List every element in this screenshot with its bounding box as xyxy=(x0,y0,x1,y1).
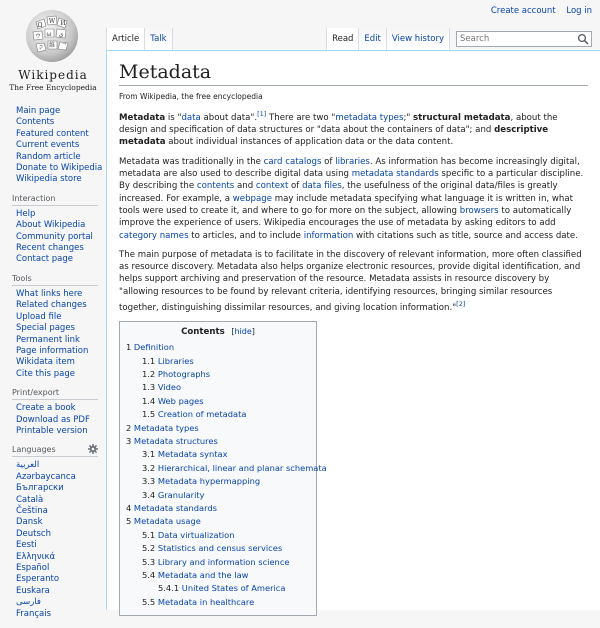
sidebar-item-nav-5 xyxy=(16,163,106,174)
sidebar-item-print-2 xyxy=(16,426,106,437)
sidebar-languages xyxy=(0,445,106,620)
sidebar-item-nav-2 xyxy=(16,129,106,140)
sidebar-item-nav-3 xyxy=(16,140,106,151)
text-span: specific to a particular discipline. By describing the xyxy=(119,169,584,192)
toc-text: Hierarchical, linear and planar schemata xyxy=(157,462,327,473)
toc-text: Metadata syntax xyxy=(157,449,228,460)
sidebar-item-lang-13 xyxy=(16,609,106,620)
toc-number: 3.3 xyxy=(142,476,156,487)
toc-item[interactable] xyxy=(126,596,310,609)
text-span: The main purpose of metadata is to facilitate in the discovery of relevant information, more often classified as resource discovery. Metadata also helps organize electronic resources, provide digital identification, and helps support archiving and preservation of the resource. Metadata assists in resource discovery by "allowing resources to be found by relevant criteria, identifying resources, bringing similar resources together, distinguishing dissimilar resources, and giving location information." xyxy=(119,249,582,313)
sidebar-item-lang-3 xyxy=(16,495,106,506)
text-span: , about the design and specification of data structures or "data about the containers of data"; and xyxy=(119,112,558,136)
sidebar-item-tools-5 xyxy=(16,346,106,357)
link-webpage[interactable]: webpage xyxy=(232,193,272,204)
reference-1[interactable]: [1] xyxy=(257,110,267,118)
text-span: Metadata was traditionally in the xyxy=(119,156,264,167)
sidebar-item-lang-9 xyxy=(16,563,106,574)
sidebar-link-recent-changes[interactable]: Recent changes xyxy=(16,243,84,254)
sidebar-link-community-portal[interactable]: Community portal xyxy=(16,231,93,242)
link-category-names[interactable]: category names xyxy=(119,230,189,241)
sidebar-link-esperanto-10[interactable]: Esperanto xyxy=(16,574,60,585)
sidebar-link-item-0[interactable]: العربية xyxy=(16,460,40,471)
sidebar-heading-interaction: Interaction xyxy=(12,194,98,206)
toc-link-creation-of-metadata[interactable] xyxy=(142,409,246,419)
sidebar-item-interaction-2 xyxy=(16,232,106,243)
sidebar-link-contact-page[interactable]: Contact page xyxy=(16,254,74,265)
page-title: Metadata xyxy=(119,61,588,86)
toc-number: 1.2 xyxy=(142,368,156,379)
toc-text: Web pages xyxy=(157,395,204,406)
sidebar-item-lang-10 xyxy=(16,574,106,585)
toc-link-data-virtualization[interactable] xyxy=(142,530,234,540)
sidebar-item-tools-6 xyxy=(16,357,106,368)
sidebar-item-lang-5 xyxy=(16,517,106,528)
search-input[interactable] xyxy=(457,32,575,46)
sidebar-link-item-12[interactable]: فارسی xyxy=(16,597,41,608)
toc-text: Libraries xyxy=(157,355,194,366)
link-information[interactable]: information xyxy=(303,230,354,241)
link-context[interactable]: context xyxy=(255,181,289,192)
sidebar-item-interaction-4 xyxy=(16,254,106,265)
toc-item[interactable] xyxy=(126,515,310,528)
toc-link-hierarchical-linear-and-planar-schemata[interactable] xyxy=(142,463,327,473)
toc-number: 5.4.1 xyxy=(158,583,180,594)
toc-item[interactable] xyxy=(126,462,327,475)
text-span: about data". xyxy=(200,112,258,123)
toc-text: United States of America xyxy=(181,583,286,594)
link-metadata-types[interactable]: metadata types xyxy=(335,112,404,123)
text-span: with citations such as title, source and access date. xyxy=(353,230,578,241)
toc-number: 1.1 xyxy=(142,355,156,366)
sidebar-item-lang-12 xyxy=(16,597,106,608)
svg-text:И: И xyxy=(60,20,66,27)
text-span: to articles, and to include xyxy=(188,230,304,241)
sidebar-link-deutsch-6[interactable]: Deutsch xyxy=(16,528,51,539)
sidebar-interaction xyxy=(0,194,106,266)
toc-item[interactable] xyxy=(126,368,310,381)
sidebar-link-special-pages[interactable]: Special pages xyxy=(16,323,75,334)
svg-text:ي: ي xyxy=(58,31,64,38)
text-span: There are two " xyxy=(266,112,336,123)
toc-number: 5.5 xyxy=(142,596,156,607)
sidebar-link-dansk-5[interactable]: Dansk xyxy=(16,517,43,528)
toc-item[interactable] xyxy=(126,422,310,435)
sidebar-link-upload-file[interactable]: Upload file xyxy=(16,311,62,322)
text-span: is " xyxy=(165,112,182,123)
table-of-contents xyxy=(119,321,327,616)
sidebar-link-item-8[interactable]: Ελληνικά xyxy=(16,551,56,562)
link-data[interactable]: data xyxy=(181,112,201,123)
toc-text: Metadata standards xyxy=(133,503,217,514)
sidebar xyxy=(0,106,106,628)
sidebar-link-contents[interactable]: Contents xyxy=(16,117,55,128)
text-span: . As information has become increasingly digital, metadata are also used to describe digital data using xyxy=(119,156,580,180)
text-span: ;" xyxy=(403,112,414,123)
toc-link-libraries[interactable] xyxy=(142,356,194,366)
sidebar-link-eesti-7[interactable]: Eesti xyxy=(16,540,37,551)
toc-item[interactable] xyxy=(126,489,310,502)
toc-heading: Contents xyxy=(181,327,225,338)
toc-item[interactable] xyxy=(126,569,310,582)
sidebar-item-print-0 xyxy=(16,403,106,414)
text-span: about individual instances of application data or the data content. xyxy=(165,137,454,148)
bold-text: Metadata xyxy=(119,112,166,123)
toc-item[interactable] xyxy=(126,502,310,515)
toc-text: Metadata usage xyxy=(133,516,201,527)
toc-hide-link[interactable]: hide xyxy=(234,327,252,337)
sidebar-link-wikipedia-store[interactable]: Wikipedia store xyxy=(16,174,82,185)
toc-number: 1.4 xyxy=(142,395,156,406)
sidebar-heading-languages xyxy=(12,445,98,457)
text-span: and xyxy=(234,181,256,192)
toc-link-granularity[interactable] xyxy=(142,490,205,500)
toc-item[interactable] xyxy=(126,355,310,368)
content-area xyxy=(106,50,600,610)
toc-text: Photographs xyxy=(157,368,211,379)
sidebar-item-print-1 xyxy=(16,415,106,426)
sidebar-item-tools-3 xyxy=(16,323,106,334)
toc-number: 1.3 xyxy=(142,382,156,393)
svg-text:ウ: ウ xyxy=(34,33,42,40)
toc-item[interactable] xyxy=(126,542,310,555)
toc-text: Creation of metadata xyxy=(157,409,247,420)
svg-text:W: W xyxy=(48,18,56,25)
bold-text: structural metadata xyxy=(413,112,511,123)
toc-link-web-pages[interactable] xyxy=(142,396,204,406)
toc-item[interactable] xyxy=(126,408,310,421)
text-span: to automatically improve the experience of users. Wikipedia encourages the use of metadata by asking editors to add xyxy=(119,205,572,229)
sidebar-item-interaction-3 xyxy=(16,243,106,254)
sidebar-item-tools-1 xyxy=(16,300,106,311)
toc-link-metadata-and-the-law[interactable] xyxy=(142,570,248,580)
wikipedia-logo[interactable] xyxy=(0,0,106,104)
wikipedia-wordmark: Wikipedia xyxy=(18,68,88,82)
sidebar-link-e-tina-4[interactable]: Čeština xyxy=(16,505,48,516)
sidebar-item-lang-8 xyxy=(16,552,106,563)
toc-number: 3 xyxy=(126,436,132,447)
sidebar-item-lang-11 xyxy=(16,586,106,597)
sidebar-item-interaction-0 xyxy=(16,209,106,220)
sidebar-link-download-as-pdf[interactable]: Download as PDF xyxy=(16,414,90,425)
toc-number: 1 xyxy=(126,342,132,353)
toc-link-library-and-information-science[interactable] xyxy=(142,557,289,567)
toc-link-metadata-structures[interactable] xyxy=(126,436,218,446)
toc-link-metadata-standards[interactable] xyxy=(126,503,217,513)
sidebar-item-lang-2 xyxy=(16,483,106,494)
toc-text: Metadata types xyxy=(133,422,199,433)
toc-link-metadata-hypermapping[interactable] xyxy=(142,476,260,486)
sidebar-heading-print: Print/export xyxy=(12,388,98,400)
text-span: may include metadata specifying what language it is written in, what tools were used to create it, and where to go for more on the subject, allowing xyxy=(119,193,573,216)
toc-link-metadata-syntax[interactable] xyxy=(142,449,228,459)
view-tabs xyxy=(326,28,592,50)
toc-item[interactable] xyxy=(126,529,310,542)
sidebar-link-about-wikipedia[interactable]: About Wikipedia xyxy=(16,220,86,231)
sidebar-item-interaction-1 xyxy=(16,220,106,231)
toc-hide-toggle[interactable]: [hide] xyxy=(231,327,255,337)
toc-text: Statistics and census services xyxy=(157,543,283,554)
sidebar-link-page-information[interactable]: Page information xyxy=(16,345,89,356)
sidebar-link-item-2[interactable]: Български xyxy=(16,483,64,494)
svg-text:ω: ω xyxy=(46,31,52,38)
site-subtitle: From Wikipedia, the free encyclopedia xyxy=(119,92,263,101)
sidebar-item-lang-0 xyxy=(16,460,106,471)
toc-item[interactable] xyxy=(126,582,310,595)
toc-item[interactable] xyxy=(126,381,310,394)
toc-number: 5.3 xyxy=(142,556,156,567)
link-browsers[interactable]: browsers xyxy=(459,205,499,216)
sidebar-heading-tools: Tools xyxy=(12,274,98,286)
sidebar-navigation xyxy=(0,106,106,186)
sidebar-link-main-page[interactable]: Main page xyxy=(16,106,61,116)
link-card-catalogs[interactable]: card catalogs xyxy=(263,156,322,167)
toc-text: Granularity xyxy=(157,489,205,500)
sidebar-link-catal-3[interactable]: Català xyxy=(16,494,44,505)
login-link[interactable]: Log in xyxy=(566,6,592,16)
sidebar-link-cite-this-page[interactable]: Cite this page xyxy=(16,368,76,379)
sidebar-link-euskara-11[interactable]: Euskara xyxy=(16,585,50,596)
sidebar-link-random-article[interactable]: Random article xyxy=(16,151,81,162)
gear-icon[interactable] xyxy=(88,444,98,454)
create-account-link[interactable]: Create account xyxy=(490,6,556,16)
sidebar-link-related-changes[interactable]: Related changes xyxy=(16,300,87,311)
search-box xyxy=(456,31,592,47)
sidebar-item-tools-7 xyxy=(16,369,106,380)
text-span: of xyxy=(321,156,336,167)
link-data-files[interactable]: data files xyxy=(302,181,342,192)
toc-list xyxy=(126,341,327,609)
toc-number: 5.1 xyxy=(142,529,156,540)
bold-text: descriptive metadata xyxy=(119,125,549,148)
toc-link-definition[interactable] xyxy=(126,342,174,352)
toc-link-metadata-in-healthcare[interactable] xyxy=(142,597,254,607)
wikipedia-tagline: The Free Encyclopedia xyxy=(9,83,97,92)
sidebar-tools xyxy=(0,274,106,380)
toc-number: 5.2 xyxy=(142,543,156,554)
sidebar-link-wikidata-item[interactable]: Wikidata item xyxy=(16,357,75,368)
toc-number: 3.1 xyxy=(142,449,156,460)
toc-item[interactable] xyxy=(126,556,310,569)
toc-text: Metadata hypermapping xyxy=(157,476,261,487)
toc-number: 5 xyxy=(126,516,132,527)
reference-2[interactable]: [2] xyxy=(456,300,466,309)
sidebar-item-nav-0 xyxy=(16,106,106,117)
toc-link-photographs[interactable] xyxy=(142,369,210,379)
sidebar-link-printable-version[interactable]: Printable version xyxy=(16,425,88,436)
sidebar-item-tools-0 xyxy=(16,289,106,300)
tab-article[interactable]: Article xyxy=(106,28,145,50)
toc-title xyxy=(126,326,310,337)
toc-link-united-states-of-america[interactable] xyxy=(158,583,285,593)
wikipedia-globe-icon xyxy=(24,8,80,64)
sidebar-item-lang-1 xyxy=(16,472,106,483)
sidebar-item-tools-4 xyxy=(16,335,106,346)
sidebar-item-nav-4 xyxy=(16,152,106,163)
toc-number: 1.5 xyxy=(142,409,156,420)
link-libraries[interactable]: libraries xyxy=(335,156,370,167)
search-icon[interactable] xyxy=(577,33,589,45)
toc-number: 3.2 xyxy=(142,462,156,473)
tab-talk[interactable]: Talk xyxy=(145,28,172,50)
toc-link-statistics-and-census-services[interactable] xyxy=(142,543,282,553)
text-span: , the usefulness of the original data/files is greatly increased. For example, a xyxy=(119,181,558,204)
languages-heading-label: Languages xyxy=(12,445,56,455)
toc-link-metadata-usage[interactable] xyxy=(126,516,201,526)
toc-text: Video xyxy=(157,382,182,393)
sidebar-item-lang-7 xyxy=(16,540,106,551)
toc-number: 5.4 xyxy=(142,570,156,581)
toc-item[interactable] xyxy=(126,395,310,408)
sidebar-link-fran-ais-13[interactable]: Français xyxy=(16,608,52,619)
toc-text: Definition xyxy=(133,342,175,353)
sidebar-link-what-links-here[interactable]: What links here xyxy=(16,288,83,299)
tab-edit[interactable]: Edit xyxy=(359,28,386,50)
toc-item[interactable] xyxy=(126,448,310,461)
toc-text: Metadata and the law xyxy=(157,570,249,581)
toc-text: Metadata structures xyxy=(133,436,218,447)
svg-text:Ω: Ω xyxy=(37,22,43,29)
namespace-tabs xyxy=(106,28,173,50)
tab-read[interactable]: Read xyxy=(326,28,359,50)
toc-number: 3.4 xyxy=(142,489,156,500)
toc-number: 2 xyxy=(126,422,132,433)
link-contents[interactable]: contents xyxy=(196,181,235,192)
svg-text:維: 維 xyxy=(48,42,56,49)
link-metadata-standards[interactable]: metadata standards xyxy=(351,169,439,180)
sidebar-link-permanent-link[interactable]: Permanent link xyxy=(16,334,80,345)
text-span: of xyxy=(288,181,303,192)
toc-item[interactable] xyxy=(126,341,310,354)
personal-tools xyxy=(483,6,592,16)
svg-text:ק: ק xyxy=(39,44,43,51)
toc-text: Data virtualization xyxy=(157,529,235,540)
sidebar-item-nav-6 xyxy=(16,174,106,185)
sidebar-link-az-rbaycanca-1[interactable]: Azərbaycanca xyxy=(16,471,76,482)
sidebar-item-tools-2 xyxy=(16,312,106,323)
paragraph-2 xyxy=(119,156,587,242)
sidebar-print xyxy=(0,388,106,437)
paragraph-3 xyxy=(119,249,587,314)
sidebar-item-lang-6 xyxy=(16,529,106,540)
sidebar-link-featured-content[interactable]: Featured content xyxy=(16,128,89,139)
toc-item[interactable] xyxy=(126,475,310,488)
paragraph-1 xyxy=(119,108,587,149)
toc-number: 4 xyxy=(126,503,132,514)
sidebar-link-create-a-book[interactable]: Create a book xyxy=(16,403,76,414)
sidebar-link-help[interactable]: Help xyxy=(16,208,36,219)
toc-item[interactable] xyxy=(126,435,310,448)
toc-text: Library and information science xyxy=(157,556,290,567)
sidebar-link-current-events[interactable]: Current events xyxy=(16,140,80,151)
toc-link-video[interactable] xyxy=(142,382,181,392)
tab-view-history[interactable]: View history xyxy=(387,28,450,50)
toc-link-metadata-types[interactable] xyxy=(126,423,199,433)
toc-text: Metadata in healthcare xyxy=(157,596,255,607)
sidebar-item-nav-1 xyxy=(16,117,106,128)
sidebar-link-espa-ol-9[interactable]: Español xyxy=(16,563,50,573)
sidebar-item-lang-4 xyxy=(16,506,106,517)
svg-text:ᄀ: ᄀ xyxy=(61,43,67,50)
sidebar-link-donate-to-wikipedia[interactable]: Donate to Wikipedia xyxy=(16,163,103,174)
